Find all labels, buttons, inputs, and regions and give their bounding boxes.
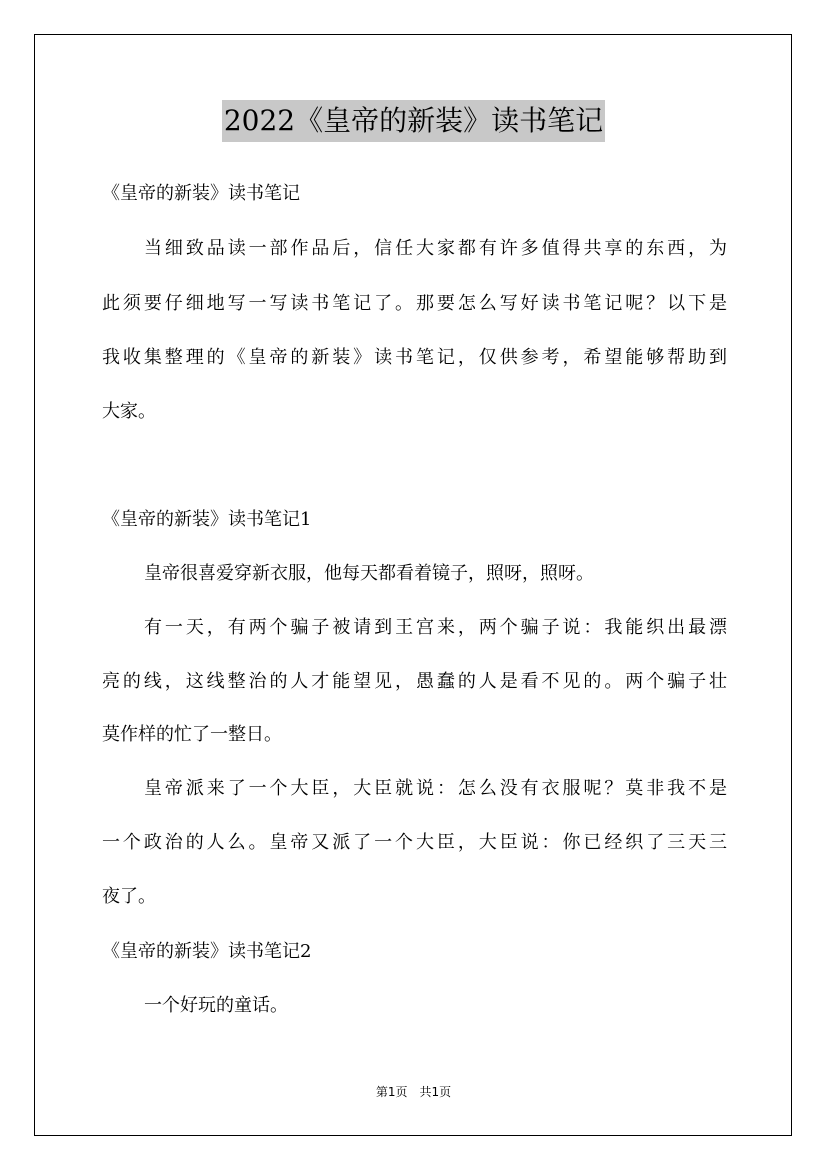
intro-line-1: 当细致品读一部作品后，信任大家都有许多值得共享的东西，为 (144, 238, 727, 259)
section1-p2-line-3: 莫作样的忙了一整日。 (102, 724, 282, 745)
intro-line-2: 此须要仔细地写一写读书笔记了。那要怎么写好读书笔记呢？以下是 (102, 293, 727, 314)
document-title: 2022《皇帝的新装》读书笔记 (222, 100, 605, 142)
section1-p3-line-1: 皇帝派来了一个大臣，大臣就说：怎么没有衣服呢？莫非我不是 (144, 778, 727, 799)
title-container (0, 100, 827, 142)
intro-line-3: 我收集整理的《皇帝的新装》读书笔记，仅供参考，希望能够帮助到 (102, 347, 727, 368)
section2-p1-line-1: 一个好玩的童话。 (144, 995, 288, 1016)
section1-p3-line-2: 一个政治的人么。皇帝又派了一个大臣，大臣说：你已经织了三天三 (102, 832, 727, 853)
intro-line-4: 大家。 (102, 401, 156, 422)
section1-p3-line-3: 夜了。 (102, 886, 156, 907)
section1-p2-line-1: 有一天，有两个骗子被请到王宫来，两个骗子说：我能织出最漂 (144, 617, 727, 638)
section1-p1-line-1: 皇帝很喜爱穿新衣服，他每天都看着镜子，照呀，照呀。 (144, 563, 594, 584)
section1-heading: 《皇帝的新装》读书笔记1 (102, 509, 312, 530)
page-footer (0, 1083, 827, 1101)
section1-p2-line-2: 亮的线，这线整治的人才能望见，愚蠢的人是看不见的。两个骗子壮 (102, 671, 727, 692)
page-total: 共1页 (419, 1085, 452, 1099)
subtitle: 《皇帝的新装》读书笔记 (102, 183, 300, 204)
section2-heading: 《皇帝的新装》读书笔记2 (102, 941, 312, 962)
page-number: 第1页 (375, 1085, 408, 1099)
